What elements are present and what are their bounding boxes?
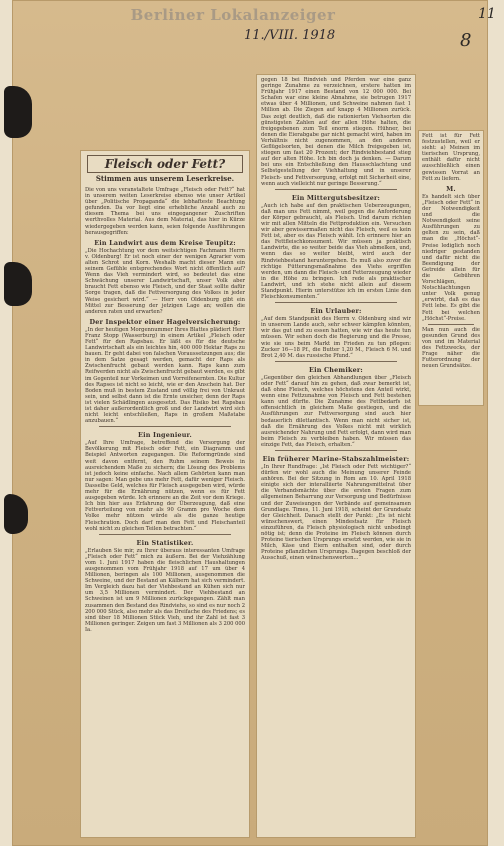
section-heading: Ein Landwirt aus dem Kreise Teupitz: [94,238,236,247]
section-heading: Ein Ingenieur. [138,431,192,440]
middle-newspaper-clipping [256,74,416,838]
archive-number: 11 [478,6,496,22]
clipping-text: Fett ist für Fett festzustellen, weil er sieht: a) Meinen im tierischen Ursprung, enthält dafür nicht ausschließlich einen gewissen Vorrat an Fett zu liefern. [422,133,480,182]
section-heading: Ein Chemiker: [309,365,363,374]
clipping-text: Man nun auch die gesunden Grund des von und im Material des Fettzwecks, der Frage näher die Futterordnung der neuen Grundsätze. [422,326,480,370]
section-divider [99,534,231,535]
article-title: Fleisch oder Fett? [87,155,243,173]
section-divider [275,361,397,362]
section-heading: M. [446,184,456,193]
section-text: „Auch ich habe auf den praktischen Ueberzeugungen, daß man uns Fett nimmt, weil gegen die Anforderung der Körper gebraucht, als Fleisch. Und darum richten wir mit allen Mitteln die Fettproduktion ein. Versuchen wir aber gewissermaßen nicht das Fleisch, weil es kein Fett ist, aber es das Fleisch wählt. Ich erinnere hier an das Fettfleischkonsument. Wir müssen ja praktisch Landwirte, die so weiter beide das Vieh abmelken, und, wenn das so weiter bleibt, wird auch der Rindviehbestand heruntergehen. Es muß also zuvor die richtige Fütterungsmaßnahme des Viehs ergriffen werden, um dann die Fleisch- und Fetterzeugung wieder in die Höhe zu bringen. Ich rede als praktischer Landwirt, und ich stehe nicht allein auf diesem Standpunkt. Hierin unterstütze ich im ersten Linie den Fleischkonsumenten.“ [261,202,411,301]
torn-edge-mark [4,262,32,306]
section-divider [275,450,397,451]
right-newspaper-clipping [418,130,484,406]
clipping-text: Es handelt sich über „Fleisch oder Fett“ in der Notwendigkeit und die Notwendigkeit seine Ausführungen zu gelten zu sein, daß man die „Höchst“-Preise lediglich noch niedriger gestanden und dafür nicht die Beendigung der Getreide allein für die Gebühren Vorschlägen, Notschlachtungen unter Volk genug „erwirbt, daß es das Fett lebe. Es gibt die Fett bei welchen „Höchst“-Preise. [422,193,480,322]
section-text: „Gegenüber den gleichen Abhandlungen über „Fleisch oder Fett“ darauf hin zu gehen, daß zwar bemerkt ist, daß ohne Fleisch, welches höchstens den Anteil wirkt, wenn eine Fettzunahme von Fleisch und Fett bestehen kann und dürfte. Die Zunahme des Fettbedarfs ist offensichtlich in gleichem Maße gestiegen, und die Ausführungen zur Fettversorgung sind auch hier bedauerlich dilettantisch. Wenn man nicht sicher ist, daß die Ernährung des Volkes nicht mit wirklich ausreichender Nahrung und Fett erfolgt, dann wird man beim Fleisch zu verbleiben haben. Wir müssen das einzige Fett, das Fleisch, erhalten.“ [261,374,411,448]
newspaper-masthead: Berliner Lokalanzeiger [130,6,336,24]
article-intro: Die von uns veranstaltete Umfrage „Fleisch oder Fett?“ hat in unserem weiten Leserkreise ebenso wie unser Artikel über „Politische Propaganda“ die lebhafteste Beachtung gefunden. Da vor liegt eine erhebliche Anzahl auch zu diesem Thema bei uns eingegangener Zuschriften werthvolles Material. Aus dem Material, das hier in Kürze wiedergegeben werden kann, seien folgende Ausführungen herausgegriffen: [85,187,245,236]
article-body [419,131,483,372]
section-heading: Ein früherer Marine-Stabszahlmeister: [262,454,410,463]
handwritten-date: 11./VIII. 1918 [244,28,336,43]
section-divider [99,426,231,427]
section-text: „In der heutigen Morgennummer Ihres Blattes plädiert Herr Franz Stopp (Wasserburg) in einem Artikel „Fleisch oder Fett“ für den Rapsbau. Er läßt es für die deutsche Landwirtschaft als ein leichtes hin, 400 000 Hektar Raps zu bauen. Er geht dabei von falschen Voraussetzungen aus; die in dem Satze gesagt werden, gemacht der Raps als Zwischenfrucht gebaut werden kann. Raps kann zum Reifwerden nicht als Zwischenfrucht gebaut werden, es gibt im Gegenteil nur Vorkeimen und Vorreifenernten. Die Kultur des Rapses ist nicht so leicht, wie er den Anschein hat. Der Boden muß in bestem Zustand und völlig frei von Unkraut sein, und selbst dann ist die Ernte unsicher, denn der Raps ist vielen Schädlingen ausgesetzt. Das Risiko bei Rapsbau ist daher außerordentlich groß und der Landwirt wird sich nicht leicht entschließen, Raps in großem Maßstabe anzubauen.“ [85,326,245,425]
article-body [81,185,249,636]
section-heading: Ein Statistiker. [136,538,194,547]
section-divider [428,324,474,325]
article-body [257,75,415,564]
section-text: „Auf dem Standpunkt des Herrn v. Oldenburg sind wir in unserem Lande auch, sehr schwer kämpfen könnten, wir das gut und zu essen hatten, wie wir das heute tun müssen. Wir sehen doch die Regierung und die Presse, wie sie uns beim Markt im Frieden zu tun pflegen: Zucker 16—18 Pf., die Butter 1,20 M., Fleisch 6 M. und Brot 2,40 M. das russische Pfund.“ [261,316,411,359]
corner-page-number: 8 [460,30,472,51]
section-text: „Die Hochachtung vor dem weitsichtigen Fachmann Herrn v. Oldenburg! Er ist noch einer der wenigen Agrarier vom alten Schrot und Korn. Weshalb macht dieser Mann ein seinem Gefühle entsprechendes Wort nicht öffentlich auf? Wenn das Vieh vermindert wird, so bedeutet das eine Schwächung unserer Landwirtschaft, unser Volk aber braucht Fett ebenso wie Fleisch, und der Staat sollte dafür Sorge tragen, daß die Fettversorgung des Volkes in jeder Weise gesichert wird.“ — Herr von Oldenburg gibt ein Mittel zur Besserung der jetzigen Lage an; wollen die anderen raten und erwarten? [85,247,245,315]
section-divider [275,302,397,303]
section-heading: Ein Mittergutsbesitzer: [291,193,381,202]
section-text: „In Ihrer Rundfrage: „Ist Fleisch oder Fett wichtiger?“ dürfen wir wohl auch die Meinung unserer Feinde anhören. Bei der Sitzung in Rom am 10. April 1918 einigte sich der interalliierte Nahrungsmittelrat über die Verbandsmächte über die ersten Fragen zum allgemeinen Beharrung zur Versorgung und Bedürfnisse und der Zuweisungen der Verbände auf gemeinsamen Grundlage. Times, 11. Juni 1918, scheint der Grundsatz der Gleichheit. Danach stellt der Punkt: „Es ist nicht wünschenswert, einen Mindestsatz für Fleisch einzuführen, da Fleisch physiologisch nicht unbedingt nötig ist; denn die Proteine im Fleisch können durch Proteine tierischen Ursprungs ersetzt werden, wie sie in Milch, Käse und Eiern enthalten sind, oder durch Proteine pflanzlichen Ursprungs. Dagegen beschloß der Ausschuß, einen wünschenswerten...“ [261,463,411,562]
article-continuation: gegen 18 bei Rindvieh und Pferden war eine ganz geringe Zunahme zu verzeichnen, erstere hatten im Frühjahr 1917 einen Bestand von 12 000 000. Bei Schafen war eine kleine Abnahme, sie betrugen 1917 etwas über 4 Millionen, und Schweine nahmen fast 1 Million ab. Die Ziegen auf knapp 4 Millionen zurück. Das zeigt deutlich, daß die rationierten Viehsorten die günstigsten Zahlen auf der allen Höhe halten, die freigegebenen zum Teil enorm stiegen. Hühner, bei denen die Eierabgabe gar nicht gemacht wird, haben im Verhältnis nicht zugenommen, an den anderen Geflügelsorten, bei denen die Milch freigegeben ist, stiegen um fast 20 Prozent; der Rindviehbestand stieg auf der alten Höhe. Ich bin doch ja denken. — Darum bei uns ein Entschließung den Hausschlachtung und Selbstgestellung der Viehhaltung und in unserer Fleisch- und Fettversorgung, erfolgt mit Sicherheit eine, wenn auch vielleicht nur geringe Besserung.“ [261,77,411,187]
left-newspaper-clipping [80,150,250,838]
torn-edge-mark [4,86,32,138]
section-text: „Erlauben Sie mir, zu Ihrer überaus interessanten Umfrage „Fleisch oder Fett“ mich zu äußern. Bei der Viehzählung vom 1. Juni 1917 haben die fleischlichen Haushaltungen ausgenommen vom Frühjahr 1918 auf 17 um über 4 Millionen, beringen als 100 Millionen, ausgenommen die Schweine, und der Bestand an Kälbern hat sich vermindert. Im Vergleich dazu hat der Viehbestand an Kühen sich nur um 3,5 Millionen vermindert. Der Viehbestand an Schweinen ist um 9 Millionen zurückgegangen. Zählt man zusammen den Bestand des Rindviehs, so sind es nur noch 2 200 000 Stück, also mehr als das Dreifache des Friedens; es sind über 18 Millionen Stück Vieh, und ihr Zahl ist fast 3 Millionen geringer. Zeigen um fast 3 Millionen als 3 200 000 Ia. [85,547,245,633]
article-subtitle: Stimmen aus unserem Leserkreise. [95,174,235,183]
section-text: „Auf Ihre Umfrage, betreffend die Versorgung der Bevölkerung mit Fleisch oder Fett, ein Diagramm und Beispiel Antworten zugegangen. Die Reformgründe sind weit davon entfernt, den Ruhm seinem Beweis in ausreichendem Maße zu sichern; die Lösung des Problems ist jedoch keine einfache. Nach allem Gehörten kann man nur sagen: Man gebe uns mehr Fett, dafür weniger Fleisch. Dasselbe Geld, welches für Fleisch ausgegeben wird, würde mehr für die Ernährung nützen, wenn es für Fett ausgegeben würde. Ich erinnere an die Zeit vor dem Kriege. Ich bin hier aus Erfahrung der Überzeugung, daß eine Fettverteilung von mehr als 90 Gramm pro Woche dem Volke mehr nützen würde als die ganze heutige Fleischration. Doch darf man den Fett und Fleischanteil wohl nicht zu gleichen Teilen betrachten.“ [85,440,245,532]
section-heading: Der Inspektor einer Hagelversicherung: [89,317,241,326]
section-divider [275,189,397,190]
section-heading: Ein Urlauber: [310,307,362,316]
